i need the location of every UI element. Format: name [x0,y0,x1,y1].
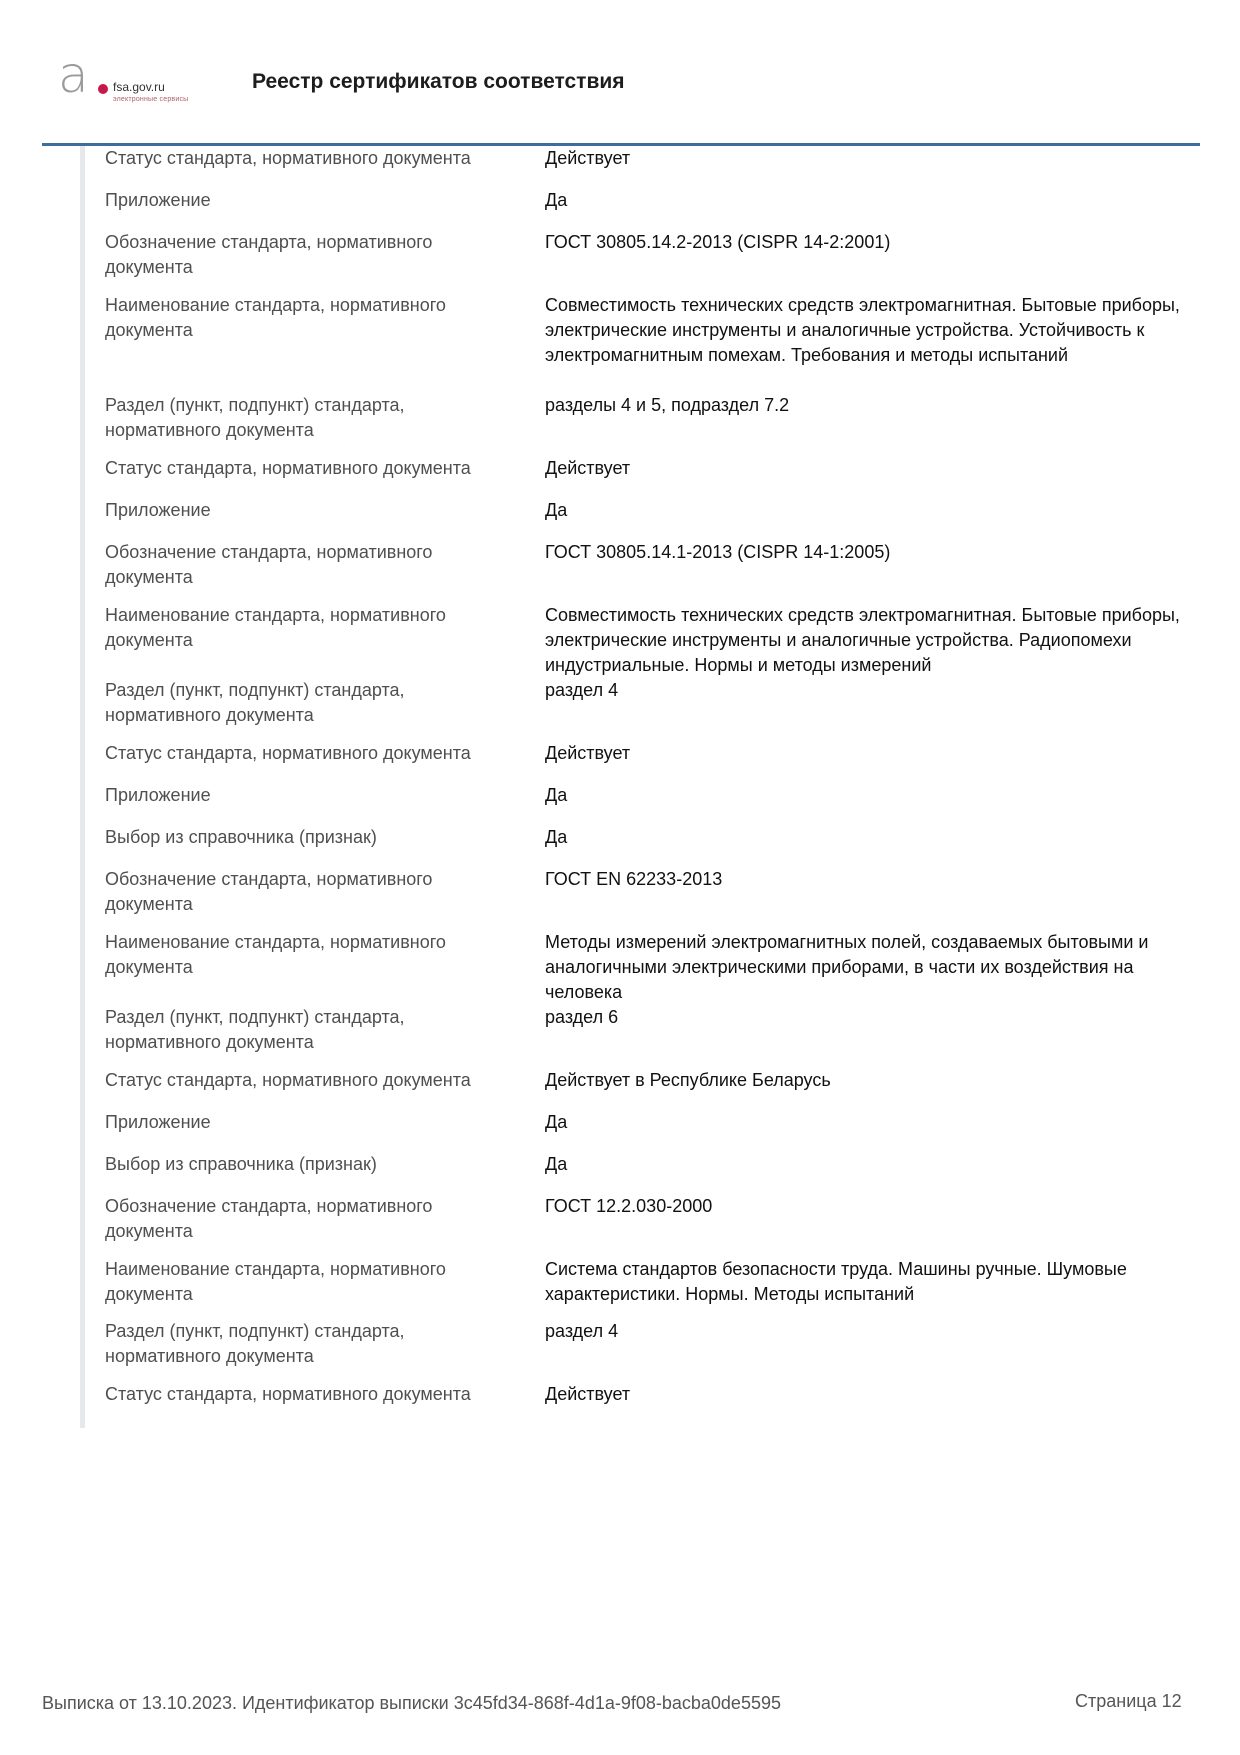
row-label: Статус стандарта, нормативного документа [105,743,471,763]
row-value: ГОСТ EN 62233-2013 [545,869,723,889]
row-value: Методы измерений электромагнитных полей, создаваемых бытовыми и аналогичными электрическими приборами, в части их воздействия на человека [545,932,1149,1002]
row-value: раздел 4 [545,1321,619,1341]
row-value: раздел 6 [545,1007,619,1027]
row-value: Да [545,827,568,847]
row-label: Раздел (пункт, подпункт) стандарта, нормативного документа [105,680,405,725]
row-value: Действует в Республике Беларусь [545,1070,831,1090]
logo-domain: fsa.gov.ru [113,80,165,94]
row-value: Действует [545,1384,631,1404]
row-value: Да [545,1112,568,1132]
row-label: Раздел (пункт, подпункт) стандарта, нормативного документа [105,395,405,440]
row-value: Да [545,500,568,520]
row-value: разделы 4 и 5, подраздел 7.2 [545,395,790,415]
section-side-line [80,146,85,1428]
row-value: раздел 4 [545,680,619,700]
row-label: Наименование стандарта, нормативного документа [105,605,446,650]
row-label: Обозначение стандарта, нормативного документа [105,869,433,914]
row-value: Да [545,190,568,210]
row-label: Обозначение стандарта, нормативного документа [105,1196,433,1241]
row-label: Наименование стандарта, нормативного документа [105,932,446,977]
row-value: ГОСТ 30805.14.1-2013 (CISPR 14-1:2005) [545,542,891,562]
extract-footer: Выписка от 13.10.2023. Идентификатор выписки 3c45fd34-868f-4d1a-9f08-bacba0de5595 [42,1693,781,1713]
row-value: Совместимость технических средств электромагнитная. Бытовые приборы, электрические инструменты и аналогичные устройства. Устойчивость к электромагнитным помехам. Требования и методы испытаний [545,295,1180,365]
row-label: Статус стандарта, нормативного документа [105,1384,471,1404]
row-value: Совместимость технических средств электромагнитная. Бытовые приборы, электрические инструменты и аналогичные устройства. Радиопомехи индустриальные. Нормы и методы измерений [545,605,1180,675]
row-label: Раздел (пункт, подпункт) стандарта, нормативного документа [105,1321,405,1366]
row-label: Приложение [105,1112,211,1132]
fsa-logo-glyph: а [58,46,89,104]
row-value: Действует [545,743,631,763]
logo-dot-icon [98,84,108,94]
row-value: ГОСТ 30805.14.2-2013 (CISPR 14-2:2001) [545,232,891,252]
page-title: Реестр сертификатов соответствия [252,70,625,93]
row-value: Да [545,785,568,805]
logo-subtitle: электронные сервисы [113,96,189,103]
row-label: Статус стандарта, нормативного документа [105,1070,471,1090]
row-label: Наименование стандарта, нормативного документа [105,295,446,340]
row-label: Приложение [105,500,211,520]
page-number: Страница 12 [1075,1691,1182,1711]
row-label: Приложение [105,190,211,210]
row-label: Выбор из справочника (признак) [105,1154,377,1174]
fsa-logo[interactable] [58,46,208,116]
row-label: Раздел (пункт, подпункт) стандарта, нормативного документа [105,1007,405,1052]
row-label: Статус стандарта, нормативного документа [105,458,471,478]
row-value: Действует [545,458,631,478]
row-label: Обозначение стандарта, нормативного документа [105,232,433,277]
row-label: Статус стандарта, нормативного документа [105,148,471,168]
row-label: Обозначение стандарта, нормативного документа [105,542,433,587]
row-value: Действует [545,148,631,168]
row-value: ГОСТ 12.2.030-2000 [545,1196,713,1216]
row-value: Да [545,1154,568,1174]
row-label: Наименование стандарта, нормативного документа [105,1259,446,1304]
row-value: Система стандартов безопасности труда. Машины ручные. Шумовые характеристики. Нормы. Методы испытаний [545,1259,1127,1304]
row-label: Выбор из справочника (признак) [105,827,377,847]
row-label: Приложение [105,785,211,805]
